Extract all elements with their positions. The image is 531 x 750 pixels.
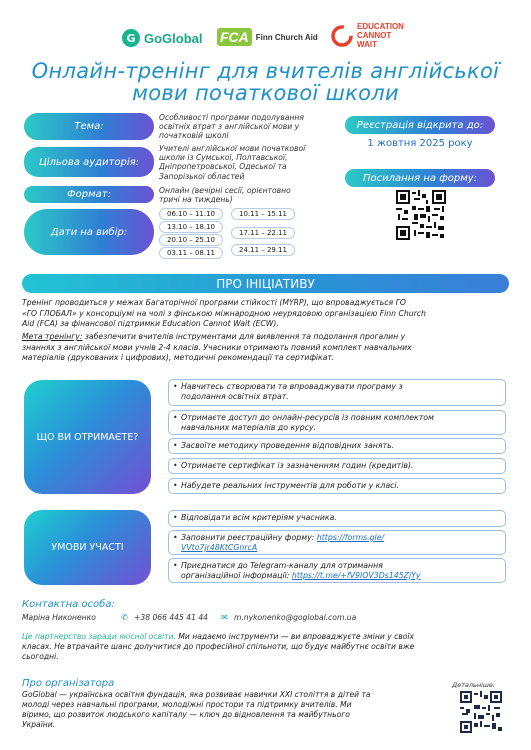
benefit-item: • Засвоїте методику проведення відповідних занять. [168, 438, 506, 454]
more-info-label: Детальніше: [452, 681, 496, 689]
date-option: 24.11 – 29.11 [231, 244, 295, 256]
conditions-label: УМОВИ УЧАСТІ [24, 510, 151, 585]
partnership-paragraph: Це партнерство заради якісної освіти. Ми надаємо інструменти — ви впроваджуєте зміни у своїх класах. Не втрачайте шанс долучитися до професійної спільноти, що будує майбутнє освіти вже сьогодні. [22, 632, 415, 661]
audience-text: Учителі англійської мови початкової школи із Сумської, Полтавської, Дніпропетровської, Одеської та Запорізької областей [159, 144, 306, 181]
benefit-item: • Набудете реальних інструментів для роботи у класі. [168, 478, 506, 494]
condition-item: • Приєднатися до Telegram-каналу для отримання організаційної інформації: https://t.me/+fV9IOV3Ds145ZjYy [168, 558, 506, 583]
contact-phone[interactable]: +38 066 445 41 44 [134, 613, 208, 622]
registration-form-link-cont[interactable]: VVto7jr48KtCGnrcA [181, 542, 258, 552]
phone-icon: ✆ [121, 613, 128, 622]
topic-label: Тема: [24, 113, 154, 140]
goal-label: Мета тренінгу: [22, 332, 83, 341]
contact-name: Маріна Никоненко [22, 613, 96, 622]
organizer-heading: Про організатора [22, 678, 115, 689]
telegram-link[interactable]: https://t.me/+fV9IOV3Ds145ZjYy [291, 570, 421, 580]
format-label: Формат: [24, 186, 154, 203]
contact-heading: Контактна особа: [22, 599, 115, 610]
registration-label: Реєстрація відкрита до: [345, 116, 495, 134]
benefit-item: • Отримаєте доступ до онлайн-ресурсів із повним комплектом навчальних матеріалів до курсу. [168, 410, 506, 435]
about-paragraph: Тренінг проводиться у межах Багаторічної програми стійкості (MYRP), що впроваджується ГО «ГО ГЛОБАЛ» у консорціумі на чолі з фінською міжнародною неурядовою організацією Finn Church Aid (FCA) за фінансової підтримки Education Cannot Wait (ECW). [22, 298, 426, 329]
date-option: 17.11 – 22.11 [231, 227, 295, 239]
form-qr-code[interactable] [396, 190, 446, 240]
organizer-qr-code[interactable] [460, 691, 502, 733]
condition-item: • Відповідати всім критеріям учасника. [168, 510, 506, 527]
goal-paragraph: Мета тренінгу: забезпечити вчителів інструментами для виявлення та подолання прогалин у знаннях з англійської мови учнів 2-4 класів. Учасники отримають повний комплект навчальних матеріалів (друкованих і цифрових), методичні рекомендації та сертифікат. [22, 332, 412, 363]
date-option: 13.10 – 18.10 [159, 221, 223, 233]
registration-date: 1 жовтня 2025 року [367, 138, 473, 149]
topic-text: Особливості програми подолування освітніх втрат з англійської мови у початковій школі [159, 113, 304, 141]
form-link-label: Посилання на форму: [345, 169, 495, 187]
organizer-paragraph: GoGlobal — українська освітня фундація, яка розвиває навички XXI століття в дітей та молоді через навчальні програми, молодіжні простори та підтримку вчителів. Ми віримо, що розвиток людського капіталу — ключ до відновлення та майбутнього України. [22, 690, 371, 729]
date-option: 10.11 – 15.11 [231, 208, 295, 220]
date-option: 06.10 – 11.10 [159, 208, 223, 220]
registration-form-link[interactable]: https://forms.gle/ [316, 533, 385, 542]
date-option: 03.11 – 08.11 [159, 247, 223, 259]
condition-item: • Заповнити реєстраційну форму: https://forms.gle/ VVto7jr48KtCGnrcA [168, 530, 506, 555]
contact-email[interactable]: m.nykonenko@goglobal.com.ua [234, 613, 357, 622]
ecw-logo: EDUCATION CANNOT WAIT [331, 22, 404, 49]
benefit-item: • Отримаєте сертифікат із зазначенням годин (кредитів). [168, 458, 506, 474]
fca-logo: FCA Finn Church Aid [217, 28, 318, 46]
ecw-logo-icon [331, 25, 353, 47]
email-icon: ✉ [221, 613, 228, 622]
goglobal-logo-icon: G [122, 29, 140, 47]
audience-label: Цільова аудиторія: [24, 147, 154, 177]
format-text: Онлайн (вечірні сесії, орієнтовно тричі на тиждень) [159, 186, 291, 205]
about-heading: ПРО ІНІЦІАТИВУ [22, 274, 509, 293]
dates-label: Дати на вибір: [24, 209, 154, 255]
benefits-label: ЩО ВИ ОТРИМАЄТЕ? [24, 380, 151, 494]
date-option: 20.10 – 25.10 [159, 234, 223, 246]
goglobal-logo: G GoGlobal [122, 29, 203, 47]
benefit-item: • Навчитесь створювати та впроваджувати програму з подолання освітніх втрат. [168, 379, 506, 406]
page-title: Онлайн-тренінг для вчителів англійської мови початкової школи [31, 59, 500, 105]
